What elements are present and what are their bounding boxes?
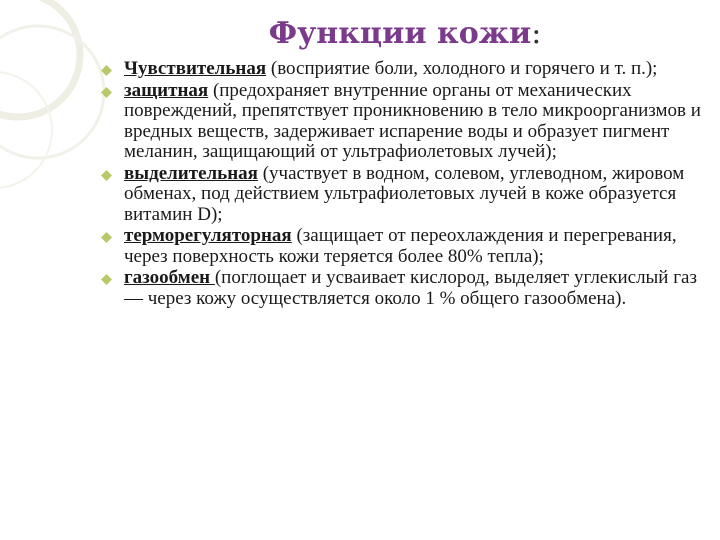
bullet-icon [101, 274, 112, 285]
bullet-icon [101, 65, 112, 76]
function-description: (защищает от переохлаждения и перегревания, через поверхность кожи теряется более 80% тепла); [124, 225, 677, 267]
bullet-icon [101, 232, 112, 243]
function-term: Чувствительная [124, 58, 267, 79]
bullet-icon [101, 87, 112, 98]
function-term: защитная [124, 79, 209, 101]
list-item [101, 59, 701, 80]
function-description: (предохраняет внутренние органы от механических повреждений, препятствует проникновению в тело микроорганизмов и вредных веществ, задерживает испарение воды и образует пигмент меланин, защищающий от ультрафиолетовых лучей); [124, 79, 701, 162]
bullet-icon [101, 170, 112, 181]
slide-title [0, 14, 720, 54]
function-description: (восприятие боли, холодного и горячего и т. п.); [266, 58, 658, 79]
function-list [101, 59, 701, 310]
function-description: (поглощает и усваивает кислород, выделяет углекислый газ — через кожу осуществляется около 1 % общего газообмена). [124, 267, 697, 309]
function-term: газообмен [124, 267, 215, 288]
list-item [101, 226, 701, 267]
function-term: терморегуляторная [124, 225, 292, 246]
function-description: (участвует в водном, солевом, углеводном, жировом обменах, под действием ультрафиолетовых лучей в коже образуется витамин D); [124, 162, 685, 225]
list-item [101, 81, 701, 163]
function-term: выделительная [124, 162, 258, 184]
list-item [101, 268, 701, 309]
title-text: Функции кожи [268, 16, 532, 51]
title-colon: : [531, 16, 542, 51]
list-item [101, 164, 701, 226]
